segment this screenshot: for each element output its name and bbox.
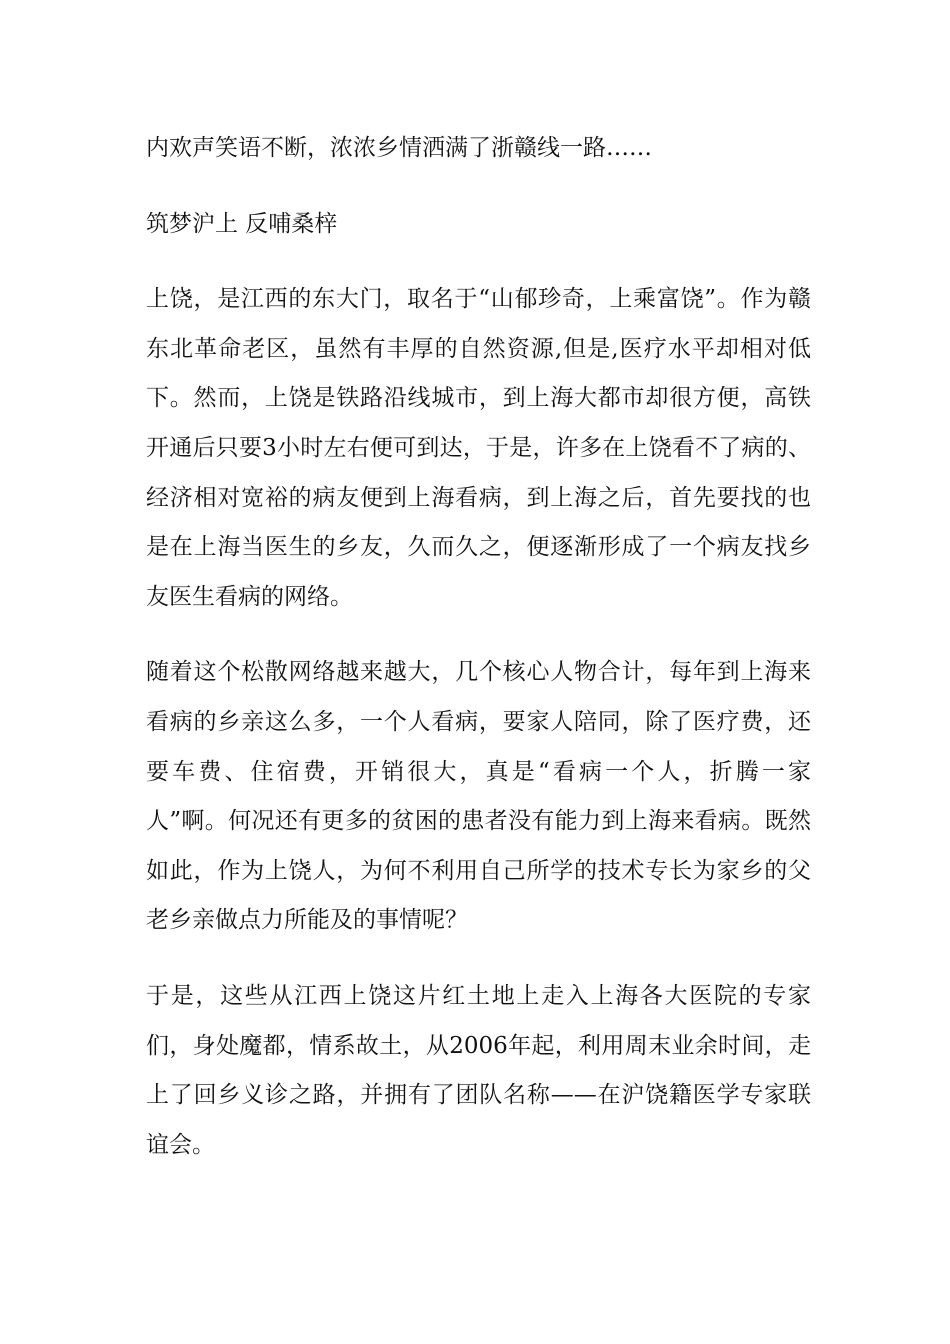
paragraph-network-growth: 随着这个松散网络越来越大，几个核心人物合计，每年到上海来看病的乡亲这么多，一个人看病，要家人陪同，除了医疗费，还要车费、住宿费，开销很大，真是“看病一个人，折腾一家人”啊。何况还有更多的贫困的患者没有能力到上海来看病。既然如此，作为上饶人，为何不利用自己所学的技术专长为家乡的父老乡亲做点力所能及的事情呢？ [146, 659, 811, 934]
article-body [146, 124, 811, 1196]
section-heading: 筑梦沪上 反哺桑梓 [146, 210, 338, 237]
paragraph-continuation: 内欢声笑语不断，浓浓乡情洒满了浙赣线一路…… [146, 135, 652, 161]
paragraph-shangrao-intro: 上饶，是江西的东大门，取名于“山郁珍奇，上乘富饶”。作为赣东北革命老区，虽然有丰厚的自然资源,但是,医疗水平却相对低下。然而，上饶是铁路沿线城市，到上海大都市却很方便，高铁开通后只要3小时左右便可到达，于是，许多在上饶看不了病的、经济相对宽裕的病友便到上海看病，到上海之后，首先要找的也是在上海当医生的乡友，久而久之，便逐渐形成了一个病友找乡友医生看病的网络。 [146, 286, 811, 610]
paragraph-volunteer-clinic: 于是，这些从江西上饶这片红土地上走入上海各大医院的专家们，身处魔都，情系故土，从2006年起，利用周末业余时间，走上了回乡义诊之路，并拥有了团队名称——在沪饶籍医学专家联谊会。 [146, 982, 811, 1158]
